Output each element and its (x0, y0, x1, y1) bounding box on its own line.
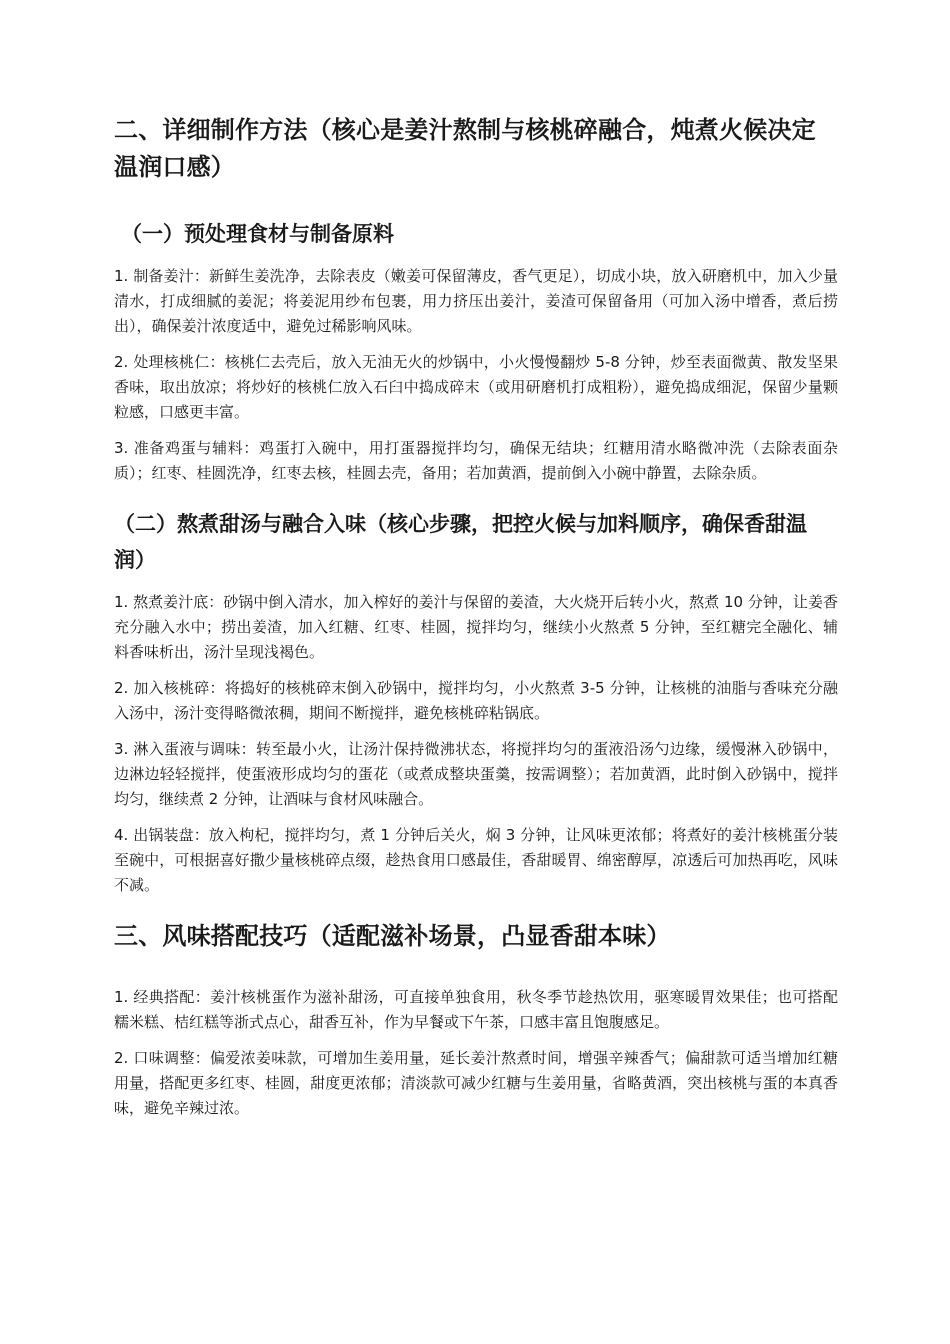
paragraph-item: 3. 淋入蛋液与调味：转至最小火，让汤汁保持微沸状态，将搅拌均匀的蛋液沿汤勺边缘，缓慢淋入砂锅中，边淋边轻轻搅拌，使蛋液形成均匀的蛋花（或煮成整块蛋羹，按需调整）；若加黄酒，此时倒入砂锅中，搅拌均匀，继续煮 2 分钟，让酒味与食材风味融合。 (114, 740, 838, 808)
paragraph-item: 2. 处理核桃仁：核桃仁去壳后，放入无油无火的炒锅中，小火慢慢翻炒 5-8 分钟，炒至表面微黄、散发坚果香味，取出放凉；将炒好的核桃仁放入石臼中捣成碎末（或用研磨机打成粗粉），避免捣成细泥，保留少量颗粒感，口感更丰富。 (114, 353, 838, 421)
paragraph-item: 1. 制备姜汁：新鲜生姜洗净，去除表皮（嫩姜可保留薄皮，香气更足），切成小块，放入研磨机中，加入少量清水，打成细腻的姜泥；将姜泥用纱布包裹，用力挤压出姜汁，姜渣可保留备用（可加入汤中增香，煮后捞出），确保姜汁浓度适中，避免过稀影响风味。 (114, 267, 838, 335)
document-page (114, 112, 838, 1132)
paragraph-item: 2. 口味调整：偏爱浓姜味款，可增加生姜用量，延长姜汁熬煮时间，增强辛辣香气；偏甜款可适当增加红糖用量，搭配更多红枣、桂圆，甜度更浓郁；清淡款可减少红糖与生姜用量，省略黄酒，突出核桃与蛋的本真香味，避免辛辣过浓。 (114, 1049, 838, 1117)
subsection-heading-2: （二）熬煮甜汤与融合入味（核心步骤，把控火候与加料顺序，确保香甜温润） (114, 512, 807, 572)
section-heading-3: 三、风味搭配技巧（适配滋补场景，凸显香甜本味） (114, 922, 671, 950)
paragraph-item: 2. 加入核桃碎：将捣好的核桃碎末倒入砂锅中，搅拌均匀，小火熬煮 3-5 分钟，让核桃的油脂与香味充分融入汤中，汤汁变得略微浓稠，期间不断搅拌，避免核桃碎粘锅底。 (114, 679, 838, 722)
paragraph-item: 3. 准备鸡蛋与辅料：鸡蛋打入碗中，用打蛋器搅拌均匀，确保无结块；红糖用清水略微冲洗（去除表面杂质）；红枣、桂圆洗净，红枣去核，桂圆去壳，备用；若加黄酒，提前倒入小碗中静置，去除杂质。 (114, 439, 838, 482)
paragraph-item: 1. 经典搭配：姜汁核桃蛋作为滋补甜汤，可直接单独食用，秋冬季节趁热饮用，驱寒暖胃效果佳；也可搭配糯米糕、桔红糕等浙式点心，甜香互补，作为早餐或下午茶，口感丰富且饱腹感足。 (114, 988, 838, 1031)
paragraph-item: 4. 出锅装盘：放入枸杞，搅拌均匀，煮 1 分钟后关火，焖 3 分钟，让风味更浓郁；将煮好的姜汁核桃蛋分装至碗中，可根据喜好撒少量核桃碎点缀，趁热食用口感最佳，香甜暖胃、绵密醇厚，凉透后可加热再吃，风味不减。 (114, 826, 838, 894)
subsection-heading-1: （一）预处理食材与制备原料 (121, 222, 394, 246)
paragraph-item: 1. 熬煮姜汁底：砂锅中倒入清水，加入榨好的姜汁与保留的姜渣，大火烧开后转小火，熬煮 10 分钟，让姜香充分融入水中；捞出姜渣，加入红糖、红枣、桂圆，搅拌均匀，继续小火熬煮 5 分钟，至红糖完全融化、辅料香味析出，汤汁呈现浅褐色。 (114, 593, 838, 661)
section-heading-2: 二、详细制作方法（核心是姜汁熬制与核桃碎融合，炖煮火候决定温润口感） (114, 116, 816, 181)
